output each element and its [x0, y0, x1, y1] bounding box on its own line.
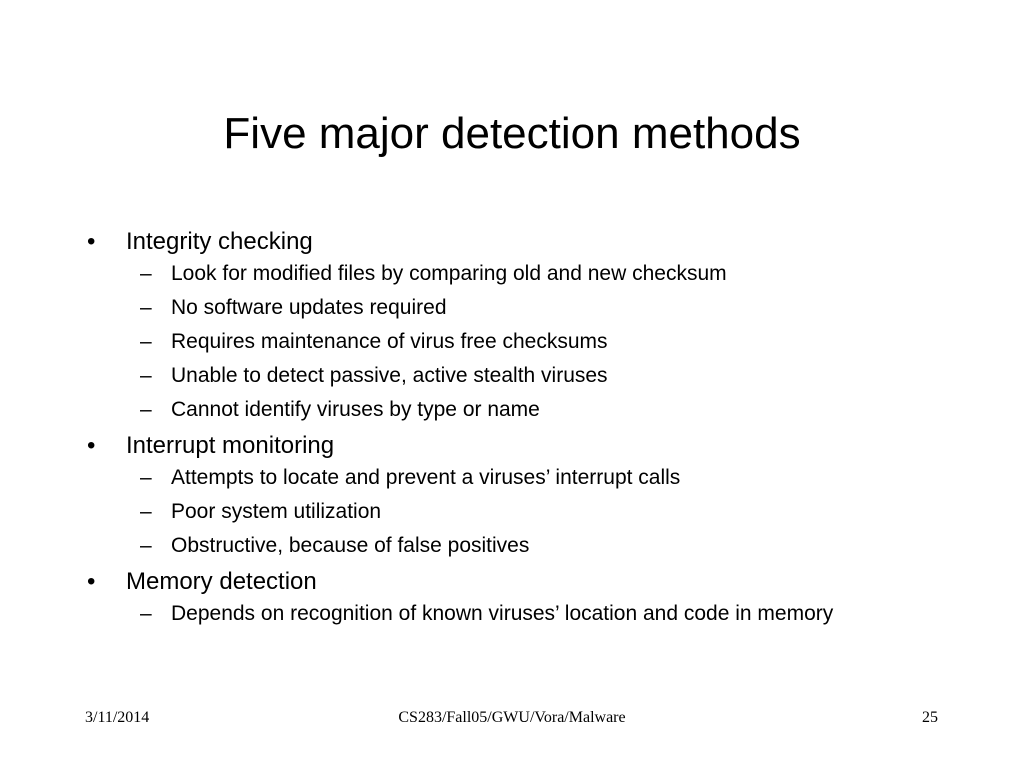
- sub-bullet-text: Look for modified files by comparing old and new checksum: [171, 262, 727, 285]
- sub-bullet-list: [126, 464, 944, 560]
- sub-bullet-text: Poor system utilization: [171, 500, 382, 523]
- dash-icon: –: [140, 534, 152, 557]
- dash-icon: –: [140, 466, 152, 489]
- bullet-list: [84, 226, 944, 634]
- dash-icon: –: [140, 364, 152, 387]
- bullet-item: [84, 226, 944, 424]
- sub-bullet-item: [126, 260, 944, 288]
- sub-bullet-item: [126, 600, 944, 628]
- bullet-icon: •: [87, 432, 96, 459]
- sub-bullet-list: [126, 600, 944, 628]
- bullet-icon: •: [87, 568, 96, 595]
- dash-icon: –: [140, 262, 152, 285]
- bullet-text: Integrity checking: [126, 228, 313, 255]
- bullet-item: [84, 566, 944, 628]
- dash-icon: –: [140, 602, 152, 625]
- sub-bullet-item: [126, 532, 944, 560]
- footer-date: 3/11/2014: [85, 709, 150, 726]
- sub-bullet-text: Cannot identify viruses by type or name: [171, 398, 540, 421]
- sub-bullet-item: [126, 294, 944, 322]
- footer-course: CS283/Fall05/GWU/Vora/Malware: [398, 709, 626, 726]
- sub-bullet-text: No software updates required: [171, 296, 447, 319]
- bullet-text: Memory detection: [126, 568, 317, 595]
- sub-bullet-item: [126, 498, 944, 526]
- sub-bullet-item: [126, 362, 944, 390]
- sub-bullet-text: Requires maintenance of virus free checksums: [171, 330, 608, 353]
- dash-icon: –: [140, 330, 152, 353]
- footer-page-number: 25: [922, 709, 938, 726]
- sub-bullet-text: Attempts to locate and prevent a viruses’ interrupt calls: [171, 466, 681, 489]
- sub-bullet-item: [126, 464, 944, 492]
- bullet-item: [84, 430, 944, 560]
- sub-bullet-list: [126, 260, 944, 424]
- dash-icon: –: [140, 398, 152, 421]
- sub-bullet-item: [126, 328, 944, 356]
- sub-bullet-text: Unable to detect passive, active stealth viruses: [171, 364, 608, 387]
- sub-bullet-text: Obstructive, because of false positives: [171, 534, 530, 557]
- slide-title: Five major detection methods: [223, 109, 801, 158]
- sub-bullet-item: [126, 396, 944, 424]
- dash-icon: –: [140, 500, 152, 523]
- dash-icon: –: [140, 296, 152, 319]
- sub-bullet-text: Depends on recognition of known viruses’ location and code in memory: [171, 602, 834, 625]
- bullet-text: Interrupt monitoring: [126, 432, 335, 459]
- bullet-icon: •: [87, 228, 96, 255]
